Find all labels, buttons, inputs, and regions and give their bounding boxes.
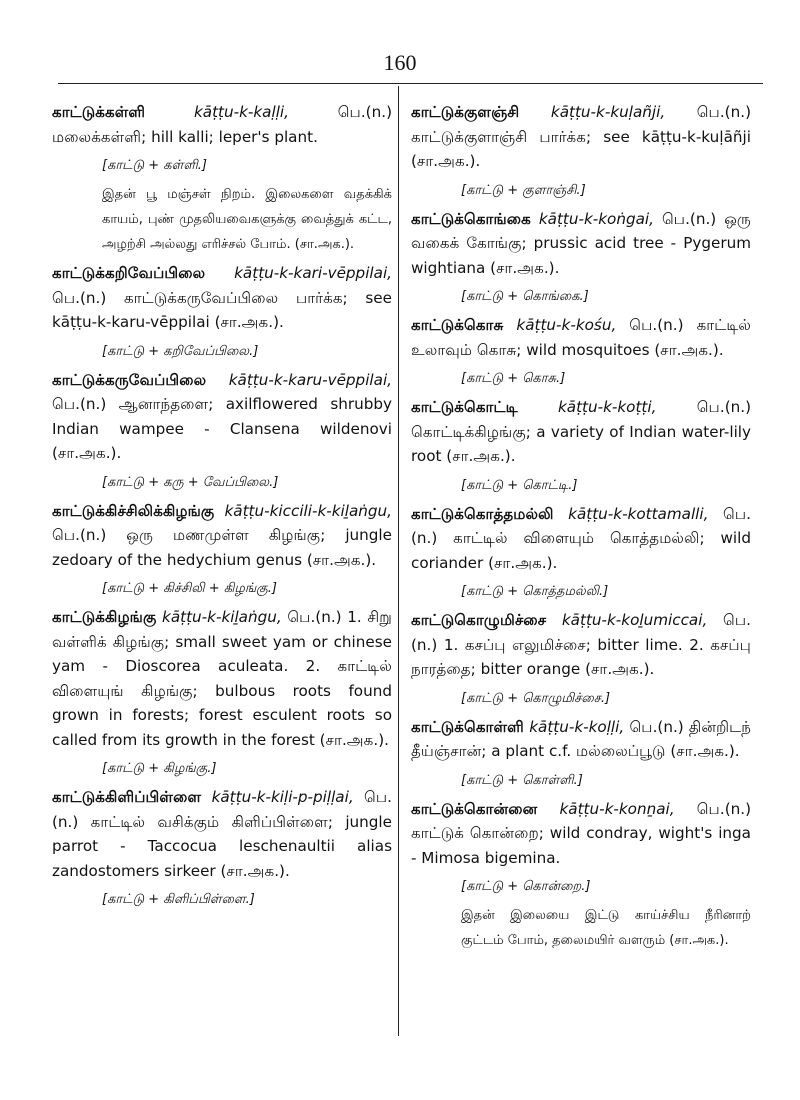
entry-text xyxy=(52,605,392,752)
etymology: [காட்டு + கொன்றை.] xyxy=(461,879,591,894)
entry-text xyxy=(411,100,751,174)
dictionary-entry xyxy=(52,368,392,493)
dictionary-entry xyxy=(52,785,392,910)
headword: காட்டுக்கொட்டி xyxy=(411,398,518,416)
entry-text xyxy=(52,100,392,149)
transliteration: kāṭṭu-k-koṅgai, xyxy=(538,209,654,228)
definition: பெ.(n.) மலைக்கள்ளி; hill kalli; leper's plant. xyxy=(52,103,392,146)
dictionary-entry xyxy=(411,395,751,496)
dictionary-entry xyxy=(52,605,392,779)
definition: பெ.(n.) காட்டில் வசிக்கும் கிளிப்பிள்ளை; jungle parrot - Taccocua leschenaultii alias zandostomers sirkeer (சா.அக.). xyxy=(52,788,392,880)
etymology: [காட்டு + கொங்கை.] xyxy=(461,289,589,304)
headword: காட்டுக்கள்ளி xyxy=(52,103,146,121)
entry-text xyxy=(52,368,392,466)
headword: காட்டுக்கொத்தமல்லி xyxy=(411,504,554,523)
left-column xyxy=(52,100,392,916)
definition: பெ.(n.) 1. கசப்பு எலுமிச்சை; bitter lime. 2. கசப்பு நாரத்தை; bitter orange (சா.அக.). xyxy=(411,611,751,678)
dictionary-entry xyxy=(52,261,392,362)
etymology: [காட்டு + கிச்சிலி + கிழங்கு.] xyxy=(102,581,277,596)
transliteration: kāṭṭu-k-karu-vēppilai, xyxy=(228,370,392,389)
entry-text xyxy=(411,207,751,281)
etymology: [காட்டு + கொசு.] xyxy=(461,371,566,386)
page-number: 160 xyxy=(383,50,417,75)
etymology: [காட்டு + கொழுமிச்சை.] xyxy=(461,690,611,706)
definition: பெ.(n.) காட்டுக்கருவேப்பிலை பார்க்க; see kāṭṭu-k-karu-vēppilai (சா.அக.). xyxy=(52,288,392,331)
definition: பெ.(n.) தின்றிடந் தீய்ஞ்சான்; a plant c.f. மல்லைப்பூடு (சா.அக.). xyxy=(411,717,752,760)
headword: காட்டுக்கொன்னை xyxy=(411,799,538,818)
headword: காட்டுக்கொங்கை xyxy=(411,209,531,228)
entry-text xyxy=(411,797,751,871)
headword: காட்டுக்கறிவேப்பிலை xyxy=(52,264,206,282)
entry-note: இதன் பூ மஞ்சள் நிறம். இலைகளை வதக்கிக் காயம், புண் முதலியவைகளுக்கு வைத்துக் கட்ட, அழற்சி அல்லது எரிச்சல் போம். (சா.அக.). xyxy=(102,187,392,252)
definition: பெ.(n.) காட்டுக் கொன்றை; wild condray, wight's inga - Mimosa bigemina. xyxy=(411,799,751,867)
headword: காட்டுக்கிச்சிலிக்கிழங்கு xyxy=(52,501,215,520)
entry-note: இதன் இலையை இட்டு காய்ச்சிய நீரினாற் குட்டம் போம், தலைமயிர் வளரும் (சா.அக.). xyxy=(461,908,751,948)
headword: காட்டுக்கொள்ளி xyxy=(411,717,524,736)
transliteration: kāṭṭu-k-kośu, xyxy=(516,316,617,334)
transliteration: kāṭṭu-k-kiḻaṅgu, xyxy=(162,608,282,626)
dictionary-entry xyxy=(411,608,751,709)
transliteration: kāṭṭu-k-kottamalli, xyxy=(568,504,709,523)
etymology: [காட்டு + கொட்டி.] xyxy=(461,477,578,493)
entry-text xyxy=(411,502,751,576)
transliteration: kāṭṭu-k-kaḷḷi, xyxy=(193,103,289,121)
entry-text xyxy=(52,499,392,573)
transliteration: kāṭṭu-k-koḻumiccai, xyxy=(561,611,708,629)
dictionary-entry xyxy=(411,797,751,954)
headword: காட்டுக்குளஞ்சி xyxy=(411,103,520,121)
etymology: [காட்டு + குளாஞ்சி.] xyxy=(461,182,586,198)
transliteration: kāṭṭu-kiccili-k-kiḻaṅgu, xyxy=(224,501,392,520)
transliteration: kāṭṭu-k-kiḷi-p-piḷḷai, xyxy=(211,788,354,806)
entry-text xyxy=(52,785,392,883)
header-rule xyxy=(58,83,763,84)
etymology: [காட்டு + கிழங்கு.] xyxy=(102,761,217,776)
definition: பெ.(n.) காட்டில் விளையும் கொத்தமல்லி; wild coriander (சா.அக.). xyxy=(411,504,751,572)
etymology: [காட்டு + கொத்தமல்லி.] xyxy=(461,584,609,599)
definition: பெ.(n.) ஆனாந்தளை; axilflowered shrubby Indian wampee - Clansena wildenovi (சா.அக.). xyxy=(52,395,392,462)
dictionary-entry xyxy=(411,100,751,201)
transliteration: kāṭṭu-k-kuḷañji, xyxy=(550,103,666,121)
dictionary-entry xyxy=(411,502,751,603)
right-column xyxy=(411,100,751,957)
headword: காட்டுகொழுமிச்சை xyxy=(411,611,547,629)
entry-text xyxy=(52,261,392,335)
etymology: [காட்டு + கறிவேப்பிலை.] xyxy=(102,343,259,359)
transliteration: kāṭṭu-k-koḷḷi, xyxy=(529,717,625,736)
transliteration: kāṭṭu-k-konṉai, xyxy=(559,799,675,818)
headword: காட்டுக்கிளிப்பிள்ளை xyxy=(52,788,202,806)
column-divider xyxy=(398,86,399,1036)
entry-text xyxy=(411,313,751,362)
entry-text xyxy=(411,608,751,682)
etymology: [காட்டு + கள்ளி.] xyxy=(102,158,207,173)
dictionary-entry xyxy=(411,207,751,308)
headword: காட்டுக்கிழங்கு xyxy=(52,608,157,626)
dictionary-entry xyxy=(411,313,751,389)
dictionary-entry xyxy=(52,100,392,257)
definition: பெ.(n.) ஒரு மணமுள்ள கிழங்கு; jungle zedoary of the hedychium genus (சா.அக.). xyxy=(52,526,392,569)
dictionary-entry xyxy=(411,715,751,791)
definition: பெ.(n.) கொட்டிக்கிழங்கு; a variety of Indian water-lily root (சா.அக.). xyxy=(411,398,751,465)
entry-text xyxy=(411,715,751,764)
headword: காட்டுக்கொசு xyxy=(411,316,504,334)
etymology: [காட்டு + கரு + வேப்பிலை.] xyxy=(102,474,279,490)
definition: பெ.(n.) ஒரு வகைக் கோங்கு; prussic acid tree - Pygerum wightiana (சா.அக.). xyxy=(411,209,751,277)
etymology: [காட்டு + கொள்ளி.] xyxy=(461,772,583,788)
dictionary-entry xyxy=(52,499,392,600)
etymology: [காட்டு + கிளிப்பிள்ளை.] xyxy=(102,892,255,907)
definition: பெ.(n.) 1. சிறு வள்ளிக் கிழங்கு; small sweet yam or chinese yam - Dioscorea aculeata. 2. காட்டில் விளையுங் கிழங்கு; bulbous roots found grown in forests; forest esculent roots so called from its growth in the forest (சா.அக.). xyxy=(52,608,392,749)
headword: காட்டுக்கருவேப்பிலை xyxy=(52,370,207,389)
transliteration: kāṭṭu-k-koṭṭi, xyxy=(557,398,657,416)
transliteration: kāṭṭu-k-kari-vēppilai, xyxy=(234,264,392,282)
definition: பெ.(n.) காட்டில் உலாவும் கொசு; wild mosquitoes (சா.அக.). xyxy=(411,316,752,359)
definition: பெ.(n.) காட்டுக்குளாஞ்சி பார்க்க; see kāṭṭu-k-kuḷāñji (சா.அக.). xyxy=(411,103,751,170)
entry-text xyxy=(411,395,751,469)
